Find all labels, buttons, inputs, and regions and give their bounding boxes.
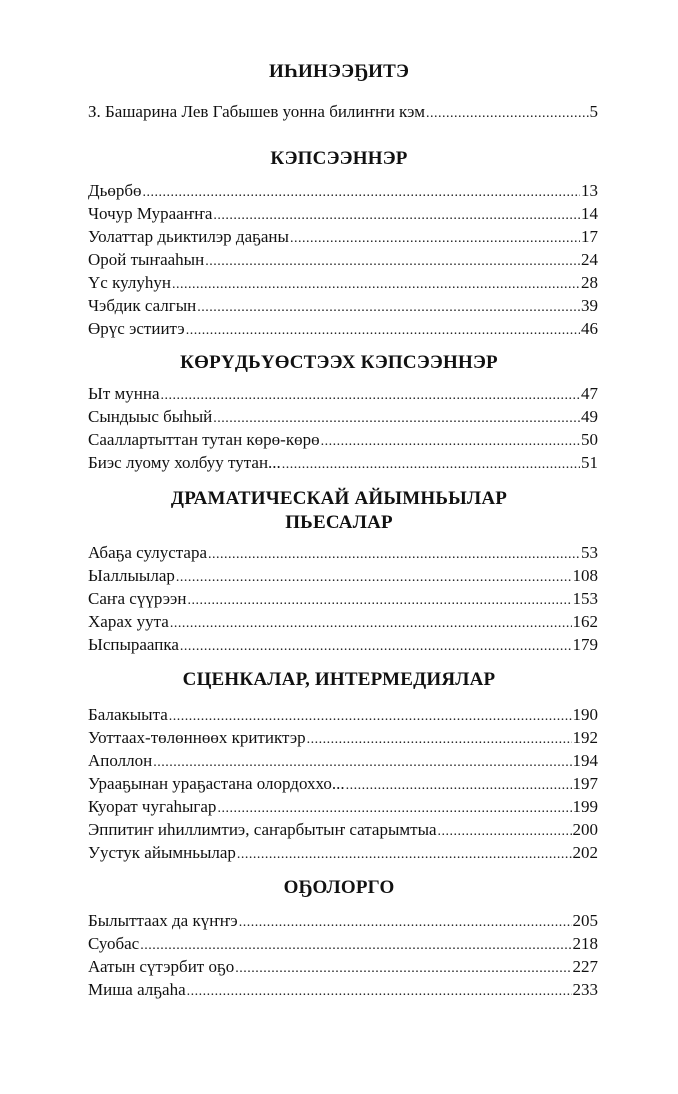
dot-leader xyxy=(282,454,580,476)
heading-line: ОҔОЛОРГО xyxy=(283,877,395,898)
entry-page-number: 179 xyxy=(572,635,598,654)
entry-page-number: 17 xyxy=(581,227,598,246)
entry-title: Чочур Мурааҥҥа xyxy=(88,204,213,223)
entry-title: Ыт мунна xyxy=(88,384,160,403)
heading-line: ДРАМАТИЧЕСКАЙ АЙЫМНЬЫЛАР xyxy=(170,488,508,509)
entry-page-number: 46 xyxy=(581,319,598,338)
toc-entry xyxy=(88,910,598,932)
dot-leader xyxy=(217,798,571,820)
entry-page-number: 47 xyxy=(581,384,598,403)
toc-entry xyxy=(88,979,598,1001)
entry-title: Харах уута xyxy=(88,612,169,631)
dot-leader xyxy=(176,567,572,589)
entry-page-number: 49 xyxy=(581,407,598,426)
dot-leader xyxy=(186,320,580,342)
entry-page-number: 202 xyxy=(572,843,598,862)
section-heading-stories xyxy=(0,147,678,171)
entry-page-number: 200 xyxy=(572,820,598,839)
dot-leader xyxy=(170,613,572,635)
entry-title: Үс кулуһун xyxy=(88,273,171,292)
toc-entry xyxy=(88,634,598,656)
toc-entry xyxy=(88,773,598,795)
dot-leader xyxy=(172,274,580,296)
toc-entry xyxy=(88,406,598,428)
toc-entry xyxy=(88,842,598,864)
entry-page-number: 51 xyxy=(581,453,598,472)
dot-leader xyxy=(346,775,572,797)
entry-title: Дьөрбө xyxy=(88,181,142,200)
entry-title: Ыаллыылар xyxy=(88,566,175,585)
section-heading-sketches xyxy=(0,668,678,692)
toc-entry xyxy=(88,226,598,248)
dot-leader xyxy=(169,706,572,728)
entry-title: Былыттаах да күҥҥэ xyxy=(88,911,238,930)
dot-leader xyxy=(143,182,581,204)
toc-entry xyxy=(88,933,598,955)
toc-entry xyxy=(88,796,598,818)
toc-entry xyxy=(88,101,598,123)
entry-page-number: 218 xyxy=(572,934,598,953)
toc-entry xyxy=(88,203,598,225)
entry-title: Абаҕа сулустара xyxy=(88,543,207,562)
entry-page-number: 162 xyxy=(572,612,598,631)
toc-entry xyxy=(88,611,598,633)
entry-page-number: 13 xyxy=(581,181,598,200)
entry-page-number: 5 xyxy=(589,102,598,121)
toc-entry xyxy=(88,819,598,841)
toc-entry xyxy=(88,727,598,749)
dot-leader xyxy=(140,935,571,957)
dot-leader xyxy=(239,912,572,934)
entry-title: Саҥа сүүрээн xyxy=(88,589,187,608)
entry-title: Балакыыта xyxy=(88,705,168,724)
entry-title: Биэс луому холбуу тутан... xyxy=(88,453,281,472)
section-heading-dramatic-works xyxy=(0,487,678,535)
dot-leader xyxy=(197,297,580,319)
entry-title: Өрүс эстиитэ xyxy=(88,319,185,338)
entry-page-number: 108 xyxy=(572,566,598,585)
heading-line: КЭПСЭЭННЭР xyxy=(270,148,408,169)
entry-page-number: 194 xyxy=(572,751,598,770)
entry-page-number: 28 xyxy=(581,273,598,292)
entry-page-number: 24 xyxy=(581,250,598,269)
entry-page-number: 227 xyxy=(572,957,598,976)
heading-line: ПЬЕСАЛАР xyxy=(285,512,393,533)
entry-page-number: 39 xyxy=(581,296,598,315)
toc-entry xyxy=(88,956,598,978)
toc-entry xyxy=(88,383,598,405)
entry-title: Сааллартыттан тутан көрө-көрө xyxy=(88,430,320,449)
entry-page-number: 53 xyxy=(581,543,598,562)
toc-entry xyxy=(88,452,598,474)
dot-leader xyxy=(187,590,571,612)
entry-page-number: 14 xyxy=(581,204,598,223)
entry-title: Орой тыҥааһын xyxy=(88,250,205,269)
toc-entry xyxy=(88,588,598,610)
entry-title: Сындыыс быһый xyxy=(88,407,213,426)
dot-leader xyxy=(213,408,580,430)
entry-title: З. Башарина Лев Габышев уоннa билиҥҥи кэм xyxy=(88,102,425,121)
entry-title: Аатын сүтэрбит оҕо xyxy=(88,957,235,976)
toc-entry xyxy=(88,542,598,564)
heading-line: СЦЕНКАЛАР, ИНТЕРМЕДИЯЛАР xyxy=(182,669,496,690)
entry-page-number: 197 xyxy=(572,774,598,793)
section-heading-humorous-stories xyxy=(0,351,678,375)
entry-page-number: 192 xyxy=(572,728,598,747)
entry-page-number: 233 xyxy=(572,980,598,999)
dot-leader xyxy=(208,544,580,566)
toc-entry xyxy=(88,704,598,726)
dot-leader xyxy=(187,981,572,1003)
dot-leader xyxy=(438,821,572,843)
entry-title: Аполлон xyxy=(88,751,153,770)
entry-page-number: 153 xyxy=(572,589,598,608)
dot-leader xyxy=(153,752,571,774)
dot-leader xyxy=(426,103,589,125)
section-heading-for-children xyxy=(0,876,678,900)
entry-title: Уолаттар дьиктилэр даҕаны xyxy=(88,227,289,246)
dot-leader xyxy=(180,636,572,658)
toc-entry xyxy=(88,295,598,317)
entry-title: Уустук айымньылар xyxy=(88,843,236,862)
dot-leader xyxy=(213,205,580,227)
toc-entry xyxy=(88,565,598,587)
dot-leader xyxy=(161,385,580,407)
entry-title: Урааҕынан ураҕастана олордоххо... xyxy=(88,774,345,793)
toc-entry xyxy=(88,429,598,451)
entry-title: Куорат чугаһыгар xyxy=(88,797,217,816)
dot-leader xyxy=(235,958,571,980)
heading-line: ИҺИНЭЭҔИТЭ xyxy=(268,61,410,82)
toc-entry xyxy=(88,750,598,772)
entry-title: Чэбдик салгын xyxy=(88,296,197,315)
toc-entry xyxy=(88,318,598,340)
toc-entry xyxy=(88,272,598,294)
entry-title: Суобас xyxy=(88,934,140,953)
dot-leader xyxy=(290,228,580,250)
entry-page-number: 190 xyxy=(572,705,598,724)
heading-line: КӨРҮДЬҮӨСТЭЭХ КЭПСЭЭННЭР xyxy=(180,352,498,373)
dot-leader xyxy=(237,844,572,866)
entry-title: Уоттаах-төлөннөөх критиктэр xyxy=(88,728,306,747)
dot-leader xyxy=(307,729,572,751)
toc-entry xyxy=(88,249,598,271)
entry-title: Эппитиҥ иһиллимтиэ, саҥарбытыҥ сатарымтыа xyxy=(88,820,437,839)
toc-entry xyxy=(88,180,598,202)
dot-leader xyxy=(321,431,580,453)
section-heading-contents xyxy=(0,60,678,84)
entry-page-number: 205 xyxy=(572,911,598,930)
entry-page-number: 199 xyxy=(572,797,598,816)
entry-title: Ыспыраапка xyxy=(88,635,179,654)
dot-leader xyxy=(205,251,580,273)
entry-title: Миша алҕаһа xyxy=(88,980,186,999)
entry-page-number: 50 xyxy=(581,430,598,449)
